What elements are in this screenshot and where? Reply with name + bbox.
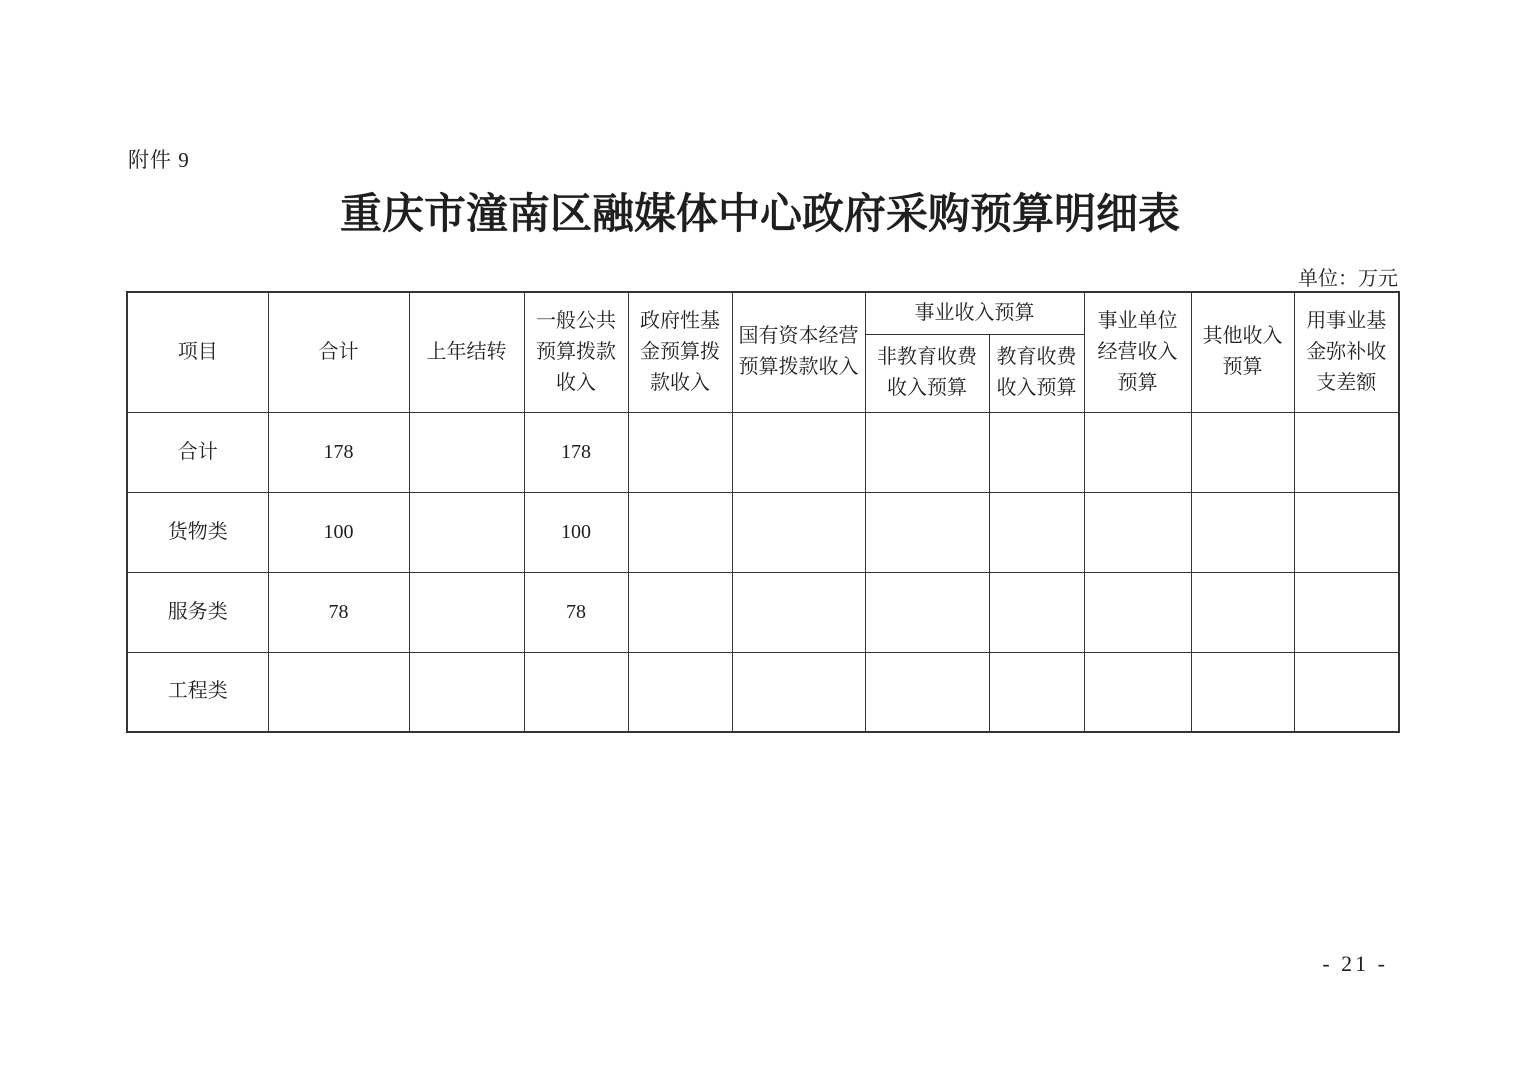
cell-fund-balance	[1294, 652, 1399, 732]
cell-general-public-budget: 178	[524, 412, 628, 492]
cell-carryover	[409, 572, 524, 652]
attachment-label: 附件 9	[128, 148, 190, 172]
cell-total: 178	[268, 412, 409, 492]
cell-institution-operating	[1084, 572, 1191, 652]
table-row-services	[127, 572, 1399, 652]
cell-institution-operating	[1084, 412, 1191, 492]
cell-non-education-fee	[865, 412, 989, 492]
page-title: 重庆市潼南区融媒体中心政府采购预算明细表	[339, 192, 1180, 238]
cell-general-public-budget: 100	[524, 492, 628, 572]
cell-govt-fund-budget	[628, 492, 732, 572]
cell-total	[268, 652, 409, 732]
cell-carryover	[409, 652, 524, 732]
cell-other-income	[1191, 412, 1294, 492]
cell-institution-operating	[1084, 652, 1191, 732]
row-label: 货物类	[127, 492, 268, 572]
cell-non-education-fee	[865, 572, 989, 652]
cell-non-education-fee	[865, 652, 989, 732]
cell-carryover	[409, 492, 524, 572]
cell-state-capital-budget	[732, 572, 865, 652]
row-label: 工程类	[127, 652, 268, 732]
cell-fund-balance	[1294, 572, 1399, 652]
col-header-institution-operating: 事业单位经营收入预算	[1084, 292, 1191, 412]
col-header-state-capital-budget: 国有资本经营预算拨款收入	[732, 292, 865, 412]
cell-education-fee	[989, 652, 1084, 732]
cell-state-capital-budget	[732, 652, 865, 732]
col-header-general-public-budget: 一般公共预算拨款收入	[524, 292, 628, 412]
cell-govt-fund-budget	[628, 652, 732, 732]
cell-general-public-budget: 78	[524, 572, 628, 652]
table-row-projects	[127, 652, 1399, 732]
col-header-other-income: 其他收入预算	[1191, 292, 1294, 412]
cell-other-income	[1191, 572, 1294, 652]
col-header-govt-fund-budget: 政府性基金预算拨款收入	[628, 292, 732, 412]
col-header-carryover: 上年结转	[409, 292, 524, 412]
table-header	[127, 292, 1399, 412]
col-header-education-fee: 教育收费收入预算	[989, 334, 1084, 412]
row-label: 合计	[127, 412, 268, 492]
cell-fund-balance	[1294, 492, 1399, 572]
cell-carryover	[409, 412, 524, 492]
budget-table	[126, 291, 1400, 733]
col-header-non-education-fee: 非教育收费收入预算	[865, 334, 989, 412]
cell-govt-fund-budget	[628, 572, 732, 652]
cell-state-capital-budget	[732, 492, 865, 572]
cell-education-fee	[989, 492, 1084, 572]
cell-non-education-fee	[865, 492, 989, 572]
cell-education-fee	[989, 572, 1084, 652]
cell-institution-operating	[1084, 492, 1191, 572]
cell-general-public-budget	[524, 652, 628, 732]
unit-note: 单位：万元	[1298, 268, 1398, 290]
col-header-total: 合计	[268, 292, 409, 412]
cell-other-income	[1191, 492, 1294, 572]
table-body	[127, 412, 1399, 732]
col-header-operating-income-group: 事业收入预算	[865, 292, 1084, 334]
col-header-fund-balance: 用事业基金弥补收支差额	[1294, 292, 1399, 412]
table-row-goods	[127, 492, 1399, 572]
page-number: - 21 -	[1322, 951, 1388, 976]
cell-total: 100	[268, 492, 409, 572]
col-header-item: 项目	[127, 292, 268, 412]
cell-state-capital-budget	[732, 412, 865, 492]
cell-education-fee	[989, 412, 1084, 492]
cell-govt-fund-budget	[628, 412, 732, 492]
table-row-total	[127, 412, 1399, 492]
cell-other-income	[1191, 652, 1294, 732]
cell-total: 78	[268, 572, 409, 652]
cell-fund-balance	[1294, 412, 1399, 492]
row-label: 服务类	[127, 572, 268, 652]
